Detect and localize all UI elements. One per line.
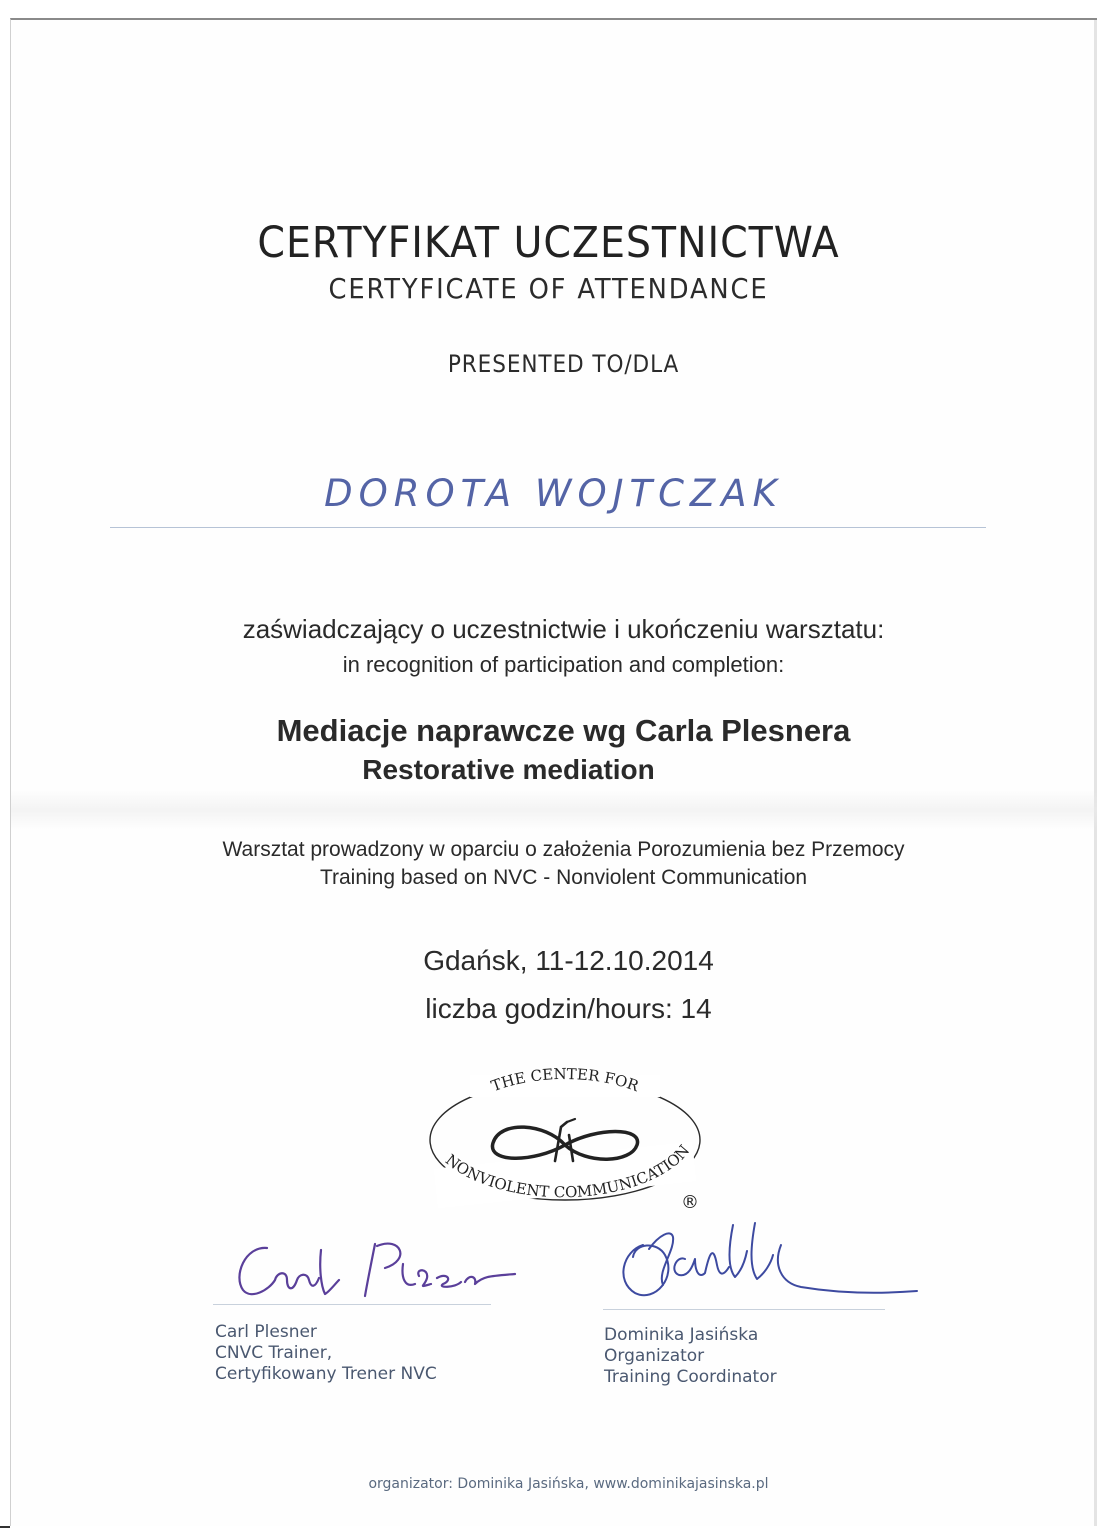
recognition-text-en: in recognition of participation and completion: <box>342 652 785 677</box>
recognition-text-pl: zaświadczający o uczestnictwie i ukończeniu warsztatu: <box>242 614 885 644</box>
training-basis-en: Training based on NVC - Nonviolent Communication <box>319 866 808 889</box>
signer-role: Training Coordinator <box>604 1367 777 1387</box>
paper-fold <box>11 790 1097 830</box>
signer-carl-plesner <box>215 1322 437 1385</box>
organizer-footer: organizator: Dominika Jasińska, www.dominikajasinska.pl <box>368 1476 769 1492</box>
certificate-title-pl: CERTYFIKAT UCZESTNICTWA <box>257 218 840 268</box>
signer-role: CNVC Trainer, <box>215 1343 333 1363</box>
training-basis-pl: Warsztat prowadzony w oparciu o założenia Porozumienia bez Przemocy <box>222 838 905 861</box>
scan-edge-mark <box>0 1526 10 1528</box>
signature-dominika-jasinska <box>605 1215 925 1315</box>
signer-role: Organizator <box>604 1346 705 1366</box>
logo-bottom-text: NONVIOLENT COMMUNICATION <box>442 1141 694 1202</box>
signer-role: Certyfikowany Trener NVC <box>215 1364 437 1384</box>
signature-carl-plesner <box>225 1228 525 1308</box>
signature-line-right <box>603 1309 885 1310</box>
signer-name: Dominika Jasińska <box>604 1325 759 1345</box>
presented-to-label: PRESENTED TO/DLA <box>447 350 680 378</box>
recipient-name: DOROTA WOJTCZAK <box>324 472 783 515</box>
course-title-pl: Mediacje naprawcze wg Carla Plesnera <box>276 713 851 748</box>
cnvc-logo <box>415 1065 715 1220</box>
logo-top-text: THE CENTER FOR <box>488 1065 642 1096</box>
certificate-title-en: CERTYFICATE OF ATTENDANCE <box>328 272 769 305</box>
course-title-en: Restorative mediation <box>362 754 655 785</box>
place-and-date: Gdańsk, 11-12.10.2014 <box>423 945 714 976</box>
recipient-name-underline <box>110 527 986 528</box>
signature-line-left <box>213 1304 491 1305</box>
hours-count: liczba godzin/hours: 14 <box>425 993 712 1024</box>
signer-dominika-jasinska <box>604 1325 777 1388</box>
registered-mark: ® <box>681 1192 699 1213</box>
signer-name: Carl Plesner <box>215 1322 317 1342</box>
